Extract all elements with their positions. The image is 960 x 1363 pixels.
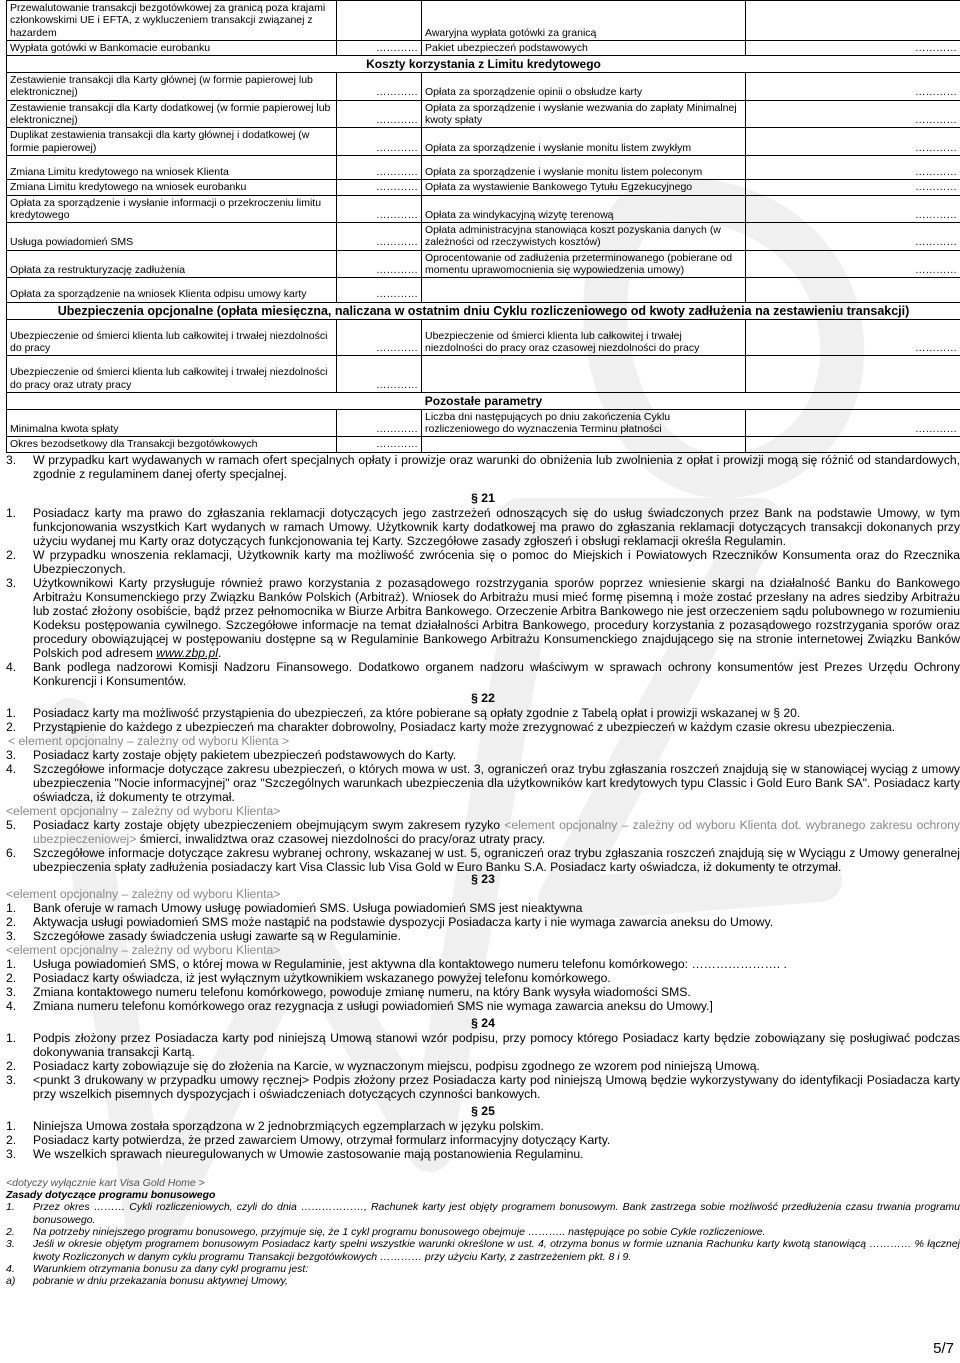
fees-row [7, 302, 960, 319]
item-number: 1. [6, 705, 17, 720]
list-item [6, 901, 960, 915]
bonus-subitem-a [6, 1275, 960, 1287]
optional-element-note: <element opcjonalny – zależny od wyboru Klienta> [6, 886, 281, 901]
fee-value: ………… [746, 155, 960, 179]
item-text-part: Warunkiem otrzymania bonusu za dany cykl programu jest: [33, 1262, 309, 1275]
document-body [6, 453, 960, 1161]
item-text-part: Podpis złożony przez Posiadacza karty pod niniejszą Umową stanowi wzór podpisu, przy pomocy którego Posiadacz karty będzie zobowiązany się posługiwać podczas dokonywania transakcji Kartą. [33, 1030, 960, 1059]
item-number: 6. [6, 845, 17, 860]
fee-label: Minimalna kwota spłaty [7, 409, 337, 437]
item-text: Posiadacz karty ma możliwość przystąpienia do ubezpieczeń, za które pobierane są opłaty zgodnie z Tabelą opłat i prowizji wskazanej w § 20. [33, 705, 801, 720]
item-number: 3. [6, 1072, 17, 1087]
item-text [33, 1031, 960, 1059]
item-text [33, 576, 960, 660]
fees-row [7, 409, 960, 437]
s22-item-4 [6, 762, 960, 804]
fees-section-header: Koszty korzystania z Limitu kredytowego [7, 56, 960, 73]
optional-element-note: < element opcjonalny – zależny od wyboru Klienta > [8, 733, 290, 748]
fee-value: ………… [337, 195, 422, 223]
fee-value: ………… [746, 223, 960, 251]
bonus-program [6, 1177, 960, 1288]
section-23-title: § 23 [471, 871, 495, 886]
fee-label: Zmiana Limitu kredytowego na wniosek Klienta [7, 155, 337, 179]
item-number: 2. [6, 1132, 17, 1147]
fees-row [7, 223, 960, 251]
fee-label: Zmiana Limitu kredytowego na wniosek eurobanku [7, 180, 337, 195]
fee-value [746, 437, 960, 452]
item-text [33, 506, 960, 548]
item-text [33, 985, 960, 999]
fees-row [7, 180, 960, 195]
page-number: 5/7 [933, 1340, 954, 1357]
list-item [6, 576, 960, 660]
point-number: 3. [6, 452, 17, 467]
item-number: a) [6, 1275, 16, 1288]
fee-value: ………… [337, 73, 422, 101]
item-number: 3. [6, 928, 17, 943]
item-number: 3. [6, 1238, 15, 1251]
item-text [33, 1133, 960, 1147]
item-number: 1. [6, 505, 17, 520]
item-text [33, 1238, 960, 1263]
item-text: Szczegółowe informacje dotyczące zakresu wybranej ochrony, wskazanej w ust. 5, ograniczeń oraz trybu zgłaszania roszczeń znajdują się w Wyciągu z Umowy generalnej ubezpieczenia spłaty zadłużenia posiadaczy kart Visa Classic lub Visa Gold w Euro Banku S.A. Posiadacz karty oświadcza, iż dokumenty te otrzymał. [33, 845, 960, 874]
fees-row [7, 73, 960, 101]
document-page [6, 0, 960, 1363]
bonus-note: <dotyczy wyłącznie kart Visa Gold Home > [6, 1176, 205, 1189]
bonus-list [6, 1201, 960, 1275]
fees-row [7, 1, 960, 41]
fees-section-header: Ubezpieczenia opcjonalne (opłata miesięczna, naliczana w ostatnim dniu Cyklu rozliczeniowego od kwoty zadłużenia na zestawieniu transakcji) [7, 302, 960, 319]
fee-label: Zestawienie transakcji dla Karty dodatkowej (w formie papierowej lub elektronicznej) [7, 100, 337, 128]
fee-value: ………… [337, 100, 422, 128]
list-item [6, 1031, 960, 1059]
fee-label: Przewalutowanie transakcji bezgotówkowej za granicą poza krajami członkowskimi UE i EFTA, z wykluczeniem transakcji związanej z hazardem [7, 1, 337, 41]
fees-row [7, 155, 960, 179]
item-text [33, 1201, 960, 1226]
list-item [6, 1147, 960, 1161]
fee-label: Wypłata gotówki w Bankomacie eurobanku [7, 40, 337, 55]
fees-row [7, 319, 960, 356]
item-text [33, 1263, 960, 1275]
item-text-part: Posiadacz karty ma prawo do zgłaszania reklamacji dotyczących jego zastrzeżeń odnoszących się do usług świadczonych przez Bank na podstawie Umowy, w tym funkcjonowania wszystkich Kart wydanych w ramach Umowy. Użytkownik karty dodatkowej ma prawo do zgłaszania reklamacji dotyczących transakcji dokonanych przy użyciu wydanej mu Karty oraz dotyczących funkcjonowania tej Karty. Szczegółowe zasady zgłoszeń i obsługi reklamacji określa Regulamin. [33, 505, 960, 548]
item-number: 4. [6, 761, 17, 776]
item-text [33, 818, 960, 846]
item-text [33, 929, 960, 943]
fee-value: ………… [337, 409, 422, 437]
fee-label: Opłata za wystawienie Bankowego Tytułu Egzekucyjnego [422, 180, 746, 195]
list-item [6, 1201, 960, 1226]
item-text: Posiadacz karty zostaje objęty pakietem ubezpieczeń podstawowych do Karty. [33, 747, 457, 762]
fees-row [7, 356, 960, 393]
fees-section-header: Pozostałe parametry [7, 392, 960, 409]
s22-item-6 [6, 846, 960, 874]
item-number: 2. [6, 970, 17, 985]
item-number: 4. [6, 998, 17, 1013]
item-text-part: Przez okres ……… Cykli rozliczeniowych, czyli do dnia ………………, Rachunek karty jest objęty programem bonusowym. Bank zastrzega sobie możliwość przedłużenia czasu trwania programu bonusowego. [33, 1201, 960, 1226]
fees-row [7, 278, 960, 302]
fee-value: ………… [337, 437, 422, 452]
item-number: 1. [6, 1201, 15, 1214]
item-text [33, 1226, 960, 1238]
item-text-part: Usługa powiadomień SMS, o której mowa w Regulaminie, jest aktywna dla kontaktowego numeru telefonu komórkowego: …………………. . [33, 956, 787, 971]
list-item [6, 506, 960, 548]
fee-value [746, 356, 960, 393]
item-text [33, 660, 960, 688]
fee-value: ………… [337, 40, 422, 55]
fee-label: Liczba dni następujących po dniu zakończenia Cyklu rozliczeniowego do wyznaczenia Terminu płatności [422, 409, 746, 437]
fee-label [422, 278, 746, 302]
list-item [6, 1263, 960, 1275]
item-text: Przystąpienie do każdego z ubezpieczeń ma charakter dobrowolny, Posiadacz karty może zrezygnować z ubezpieczeń w każdym czasie okresu ubezpieczenia. [33, 719, 896, 734]
fee-value: ………… [337, 250, 422, 278]
fee-label [422, 437, 746, 452]
fees-row [7, 40, 960, 55]
fees-table [6, 0, 960, 453]
optional-element-note: <element opcjonalny – zależny od wyboru Klienta> [6, 942, 281, 957]
fee-label: Ubezpieczenie od śmierci klienta lub całkowitej i trwałej niezdolności do pracy [7, 319, 337, 356]
fee-value [746, 1, 960, 41]
list-item [6, 1119, 960, 1133]
fee-label [422, 356, 746, 393]
item-text [33, 1059, 960, 1073]
fees-row [7, 100, 960, 128]
s22-item-1 [6, 706, 960, 720]
list-item [6, 548, 960, 576]
item-number: 1. [6, 956, 17, 971]
item-text-part: Posiadacz karty potwierdza, że przed zawarciem Umowy, otrzymał formularz informacyjny dotyczący Karty. [33, 1132, 611, 1147]
item-number: 5. [6, 817, 17, 832]
optional-element-note: <element opcjonalny – zależny od wyboru Klienta dot. wybranego zakresu ochrony ubezpieczeniowej> [33, 817, 960, 846]
item-text-part: . [217, 645, 222, 660]
fee-value: ………… [337, 319, 422, 356]
item-text [33, 1147, 960, 1161]
point-3 [6, 453, 960, 481]
list-item [6, 985, 960, 999]
item-number: 2. [6, 719, 17, 734]
fee-label: Opłata za sporządzenie i wysłanie informacji o przekroczeniu limitu kredytowego [7, 195, 337, 223]
fee-label: Ubezpieczenie od śmierci klienta lub całkowitej i trwałej niezdolności do pracy oraz utraty pracy [7, 356, 337, 393]
list-item [6, 660, 960, 688]
fees-row [7, 250, 960, 278]
item-text-part: Bank podlega nadzorowi Komisji Nadzoru Finansowego. Dodatkowo organem nadzoru właściwym w sprawach ochrony konsumentów jest Prezes Urzędu Ochrony Konkurencji i Konsumentów. [33, 659, 960, 688]
fee-label: Ubezpieczenie od śmierci klienta lub całkowitej i trwałej niezdolności do pracy oraz czasowej niezdolności do pracy [422, 319, 746, 356]
item-text-part: Jeśli w okresie objętym programem bonusowym Posiadacz karty spełni wszystkie warunki określone w ust. 4, otrzyma bonus w formie uznania Rachunku karty kwotą stanowiącą ………… % łącznej kwoty Rozliczonych w danym cyklu programu Transakcji bezgotówkowych ………… przy użyciu Karty, z zastrzeżeniem pkt. 8 i 9. [33, 1238, 960, 1263]
section-21-list [6, 506, 960, 688]
fee-value [337, 1, 422, 41]
item-text: pobranie w dniu przekazania bonusu aktywnej Umowy, [33, 1275, 288, 1288]
list-item [6, 1133, 960, 1147]
item-text [33, 548, 960, 576]
item-text-part: Zmiana numeru telefonu komórkowego oraz rezygnacja z usługi powiadomień SMS nie wymaga zawarcia aneksu do Umowy.] [33, 998, 713, 1013]
item-text [33, 999, 960, 1013]
item-number: 3. [6, 575, 17, 590]
fees-row [7, 195, 960, 223]
list-item [6, 915, 960, 929]
section-23-list-b [6, 957, 960, 1013]
fee-label: Duplikat zestawienia transakcji dla karty głównej i dodatkowej (w formie papierowej) [7, 128, 337, 156]
item-text-part: Aktywacja usługi powiadomień SMS może nastąpić na podstawie dyspozycji Posiadacza karty i nie wymaga zawarcia aneksu do Umowy. [33, 914, 774, 929]
item-number: 3. [6, 747, 17, 762]
fee-label: Opłata za sporządzenie i wysłanie monitu listem poleconym [422, 155, 746, 179]
fees-row [7, 56, 960, 73]
s22-item-5 [6, 818, 960, 846]
item-text [33, 915, 960, 929]
item-text [33, 1073, 960, 1101]
item-number: 2. [6, 547, 17, 562]
fee-value: ………… [337, 155, 422, 179]
item-text [33, 1119, 960, 1133]
section-22-title: § 22 [471, 690, 495, 705]
fee-value: ………… [337, 180, 422, 195]
fee-value: ………… [746, 409, 960, 437]
fees-row [7, 128, 960, 156]
fee-label: Oprocentowanie od zadłużenia przeterminowanego (pobierane od momentu uprawomocnienia się wypowiedzenia umowy) [422, 250, 746, 278]
section-24-title: § 24 [471, 1015, 495, 1030]
item-number: 2. [6, 1058, 17, 1073]
item-text-part: Posiadacz karty zostaje objęty ubezpieczeniem obejmującym swym zakresem ryzyko [33, 817, 505, 832]
fee-value: ………… [746, 180, 960, 195]
fee-value: ………… [746, 319, 960, 356]
fee-value: ………… [746, 128, 960, 156]
item-number: 2. [6, 914, 17, 929]
item-text-part: <punkt 3 drukowany w przypadku umowy ręcznej> Podpis złożony przez Posiadacza karty pod niniejszą Umową będzie wykorzystywany do identyfikacji Posiadacza karty przy wszelkich pisemnych dyspozycjach i oświadczeniach dotyczących czynności bankowych. [33, 1072, 960, 1101]
item-number: 1. [6, 1118, 17, 1133]
fee-label: Opłata za sporządzenie i wysłanie wezwania do zapłaty Minimalnej kwoty spłaty [422, 100, 746, 128]
fee-value: ………… [337, 278, 422, 302]
point-text: W przypadku kart wydawanych w ramach ofert specjalnych opłaty i prowizje oraz warunki do obniżenia lub zwolnienia z opłat i prowizji mogą się różnić od standardowych, zgodnie z regulaminem danej oferty specjalnej. [33, 452, 960, 481]
list-item [6, 971, 960, 985]
item-text [33, 957, 960, 971]
fee-label: Opłata za restrukturyzację zadłużenia [7, 250, 337, 278]
item-text [33, 901, 960, 915]
item-number: 4. [6, 659, 17, 674]
bonus-title: Zasady dotyczące programu bonusowego [6, 1189, 216, 1202]
optional-element-note: <element opcjonalny – zależny od wyboru Klienta> [6, 803, 281, 818]
item-text-part: Użytkownikowi Karty przysługuje również prawo korzystania z pozasądowego rozstrzygania sporów poprzez wniesienie skargi na działalność Banku do Bankowego Arbitrażu Konsumenckiego przy Związku Banków Polskich (Arbitraż). Wniosek do Arbitrażu musi mieć formę pisemną i może zostać przesłany na adres siedziby Arbitrażu lub zostać złożony osobiście, bądź przez pełnomocnika w Biurze Arbitra Bankowego. Orzeczenie Arbitra Bankowego nie jest orzeczeniem sądu polubownego w rozumieniu Kodeksu postępowania cywilnego. Szczegółowe informacje na temat działalności Arbitra Bankowego, procedury korzystania z pozasądowego rozstrzygania sporów oraz procedury obowiązującej w postępowaniu dostępne są w Regulaminie Bankowego Arbitrażu Konsumenckiego znajdującego się na stronie internetowej Związku Banków Polskich pod adresem [33, 575, 960, 660]
fee-value: ………… [746, 73, 960, 101]
item-text: Szczegółowe informacje dotyczące zakresu ubezpieczeń, o których mowa w ust. 3, ograniczeń oraz trybu zgłaszania roszczeń znajdują się w stanowiącej wyciąg z umowy ubezpieczenia "Nocie informacyjnej" oraz "Szczególnych warunkach ubezpieczenia dla użytkowników kart kredytowych typu Classic i Gold Euro Bank SA". Posiadacz karty oświadcza, iż dokumenty te otrzymał. [33, 761, 960, 804]
fee-label: Pakiet ubezpieczeń podstawowych [422, 40, 746, 55]
fee-label: Zestawienie transakcji dla Karty głównej (w formie papierowej lub elektronicznej) [7, 73, 337, 101]
item-text-part: Bank oferuje w ramach Umowy usługę powiadomień SMS. Usługa powiadomień SMS jest nieaktywna [33, 900, 583, 915]
fee-value: ………… [746, 100, 960, 128]
item-number: 3. [6, 1146, 17, 1161]
item-text-part: Szczegółowe zasady świadczenia usługi zawarte są w Regulaminie. [33, 928, 401, 943]
fee-value: ………… [337, 128, 422, 156]
fee-value: ………… [337, 223, 422, 251]
item-text-part: We wszelkich sprawach nieuregulowanych w Umowie zastosowanie mają postanowienia Regulaminu. [33, 1146, 584, 1161]
s22-item-2 [6, 720, 960, 734]
fee-value: ………… [746, 195, 960, 223]
fee-label: Usługa powiadomień SMS [7, 223, 337, 251]
fees-row [7, 437, 960, 452]
section-25-list [6, 1119, 960, 1161]
list-item [6, 957, 960, 971]
s22-item-3 [6, 748, 960, 762]
list-item [6, 929, 960, 943]
fee-label: Opłata administracyjna stanowiąca koszt pozyskania danych (w zależności od rzeczywistych kosztów) [422, 223, 746, 251]
list-item [6, 1226, 960, 1238]
fee-label: Opłata za sporządzenie i wysłanie monitu listem zwykłym [422, 128, 746, 156]
item-text-part: Posiadacz karty zobowiązuje się do złożenia na Karcie, w wyznaczonym miejscu, podpisu zgodnego ze wzorem pod niniejszą Umową. [33, 1058, 760, 1073]
item-text-part: Zmiana kontaktowego numeru telefonu komórkowego, powoduje zmianę numeru, na który Bank wysyła wiadomości SMS. [33, 984, 691, 999]
list-item [6, 1073, 960, 1101]
fee-label: Opłata za windykacyjną wizytę terenową [422, 195, 746, 223]
fee-label: Awaryjna wypłata gotówki za granicą [422, 1, 746, 41]
list-item [6, 1059, 960, 1073]
list-item [6, 1238, 960, 1263]
fee-label: Opłata za sporządzenie na wniosek Klienta odpisu umowy karty [7, 278, 337, 302]
list-item [6, 999, 960, 1013]
item-number: 2. [6, 1225, 15, 1238]
section-24-list [6, 1031, 960, 1101]
zbp-link[interactable]: www.zbp.pl [156, 645, 218, 660]
section-25-title: § 25 [471, 1103, 495, 1118]
item-number: 3. [6, 984, 17, 999]
section-21-title: § 21 [471, 490, 495, 505]
fee-value: ………… [746, 40, 960, 55]
fee-label: Okres bezodsetkowy dla Transakcji bezgotówkowych [7, 437, 337, 452]
item-text-part: śmierci, inwalidztwa oraz czasowej niezdolności do pracy/oraz utraty pracy. [136, 831, 546, 846]
item-text [33, 971, 960, 985]
item-text-part: Niniejsza Umowa została sporządzona w 2 jednobrzmiących egzemplarzach w języku polskim. [33, 1118, 544, 1133]
item-number: 1. [6, 1030, 17, 1045]
section-23-list-a [6, 901, 960, 943]
fee-value: ………… [337, 356, 422, 393]
item-text-part: Posiadacz karty oświadcza, iż jest wyłącznym użytkownikiem wskazanego powyżej telefonu komórkowego. [33, 970, 611, 985]
fee-value [746, 278, 960, 302]
fee-label: Opłata za sporządzenie opinii o obsłudze karty [422, 73, 746, 101]
item-text-part: W przypadku wnoszenia reklamacji, Użytkownik karty ma możliwość zwrócenia się o pomoc do Miejskich i Powiatowych Rzeczników Konsumenta oraz do Rzecznika Ubezpieczonych. [33, 547, 960, 576]
item-number: 4. [6, 1262, 15, 1275]
item-text-part: Na potrzeby niniejszego programu bonusowego, przyjmuje się, że 1 cykl programu bonusowego obejmuje ……….. następujące po sobie Cykle rozliczeniowe. [33, 1225, 766, 1238]
fees-row [7, 392, 960, 409]
fee-value: ………… [746, 250, 960, 278]
item-number: 1. [6, 900, 17, 915]
